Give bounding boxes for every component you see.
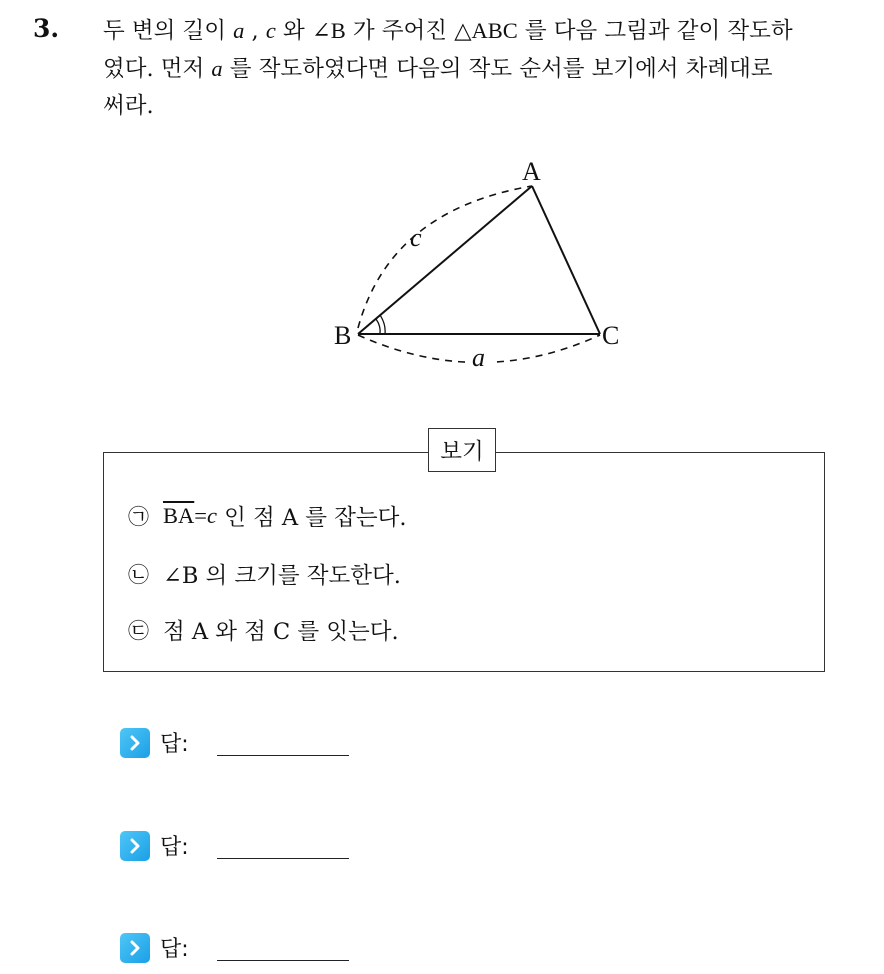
bogi-title: 보기 xyxy=(428,428,496,472)
answer-label: 답: xyxy=(160,732,189,757)
triangle-figure xyxy=(310,150,650,380)
chevron-right-icon xyxy=(120,933,150,963)
bogi-item-3 xyxy=(128,614,399,646)
label-a-side: a xyxy=(472,343,485,372)
answer-label: 답: xyxy=(160,835,189,860)
angle-b: ∠B xyxy=(311,18,346,43)
bogi-item-2 xyxy=(128,558,401,590)
question-line-1: 두 변의 길이 a , c 와 ∠B 가 주어진 △ABC 를 다음 그림과 같이 작도하 xyxy=(103,18,793,44)
answer-input[interactable] xyxy=(217,960,349,961)
question-line-2: 였다. 먼저 a 를 작도하였다면 다음의 작도 순서를 보기에서 차례대로 xyxy=(103,56,773,82)
item-text: 점 A 와 점 C 를 잇는다. xyxy=(163,619,399,645)
label-b-vertex: B xyxy=(334,321,352,350)
item-text: ∠B 의 크기를 작도한다. xyxy=(163,563,401,589)
question-text xyxy=(103,12,863,125)
label-c-side: c xyxy=(410,223,422,252)
question-line-3: 써라. xyxy=(103,93,154,119)
angle-mark-b xyxy=(376,319,380,334)
var-a: a xyxy=(211,56,223,81)
answer-row-2 xyxy=(120,830,189,861)
side-ba xyxy=(358,186,532,334)
chevron-right-icon xyxy=(120,728,150,758)
bogi-item-1: ㉠ $\overline{BA}$ = c 인 점 A 를 잡는다. xyxy=(128,503,407,531)
question-number: 3. xyxy=(33,14,60,43)
answer-label: 답: xyxy=(160,937,189,962)
answer-input[interactable] xyxy=(217,858,349,859)
triangle-abc: △ABC xyxy=(454,18,518,43)
var-c: c xyxy=(265,18,276,43)
segment-ba: $\overline{BA}$ xyxy=(163,503,195,528)
label-a-vertex: A xyxy=(522,157,541,186)
var-a: a xyxy=(233,18,245,43)
item-marker: ㉡ xyxy=(128,563,149,587)
side-ac xyxy=(532,186,600,334)
answer-input[interactable] xyxy=(217,755,349,756)
item-marker: ㉠ xyxy=(128,505,149,529)
chevron-right-icon xyxy=(120,831,150,861)
item-marker: ㉢ xyxy=(128,619,149,643)
label-c-vertex: C xyxy=(602,321,620,350)
answer-row-3 xyxy=(120,932,189,963)
answer-row-1 xyxy=(120,727,189,758)
